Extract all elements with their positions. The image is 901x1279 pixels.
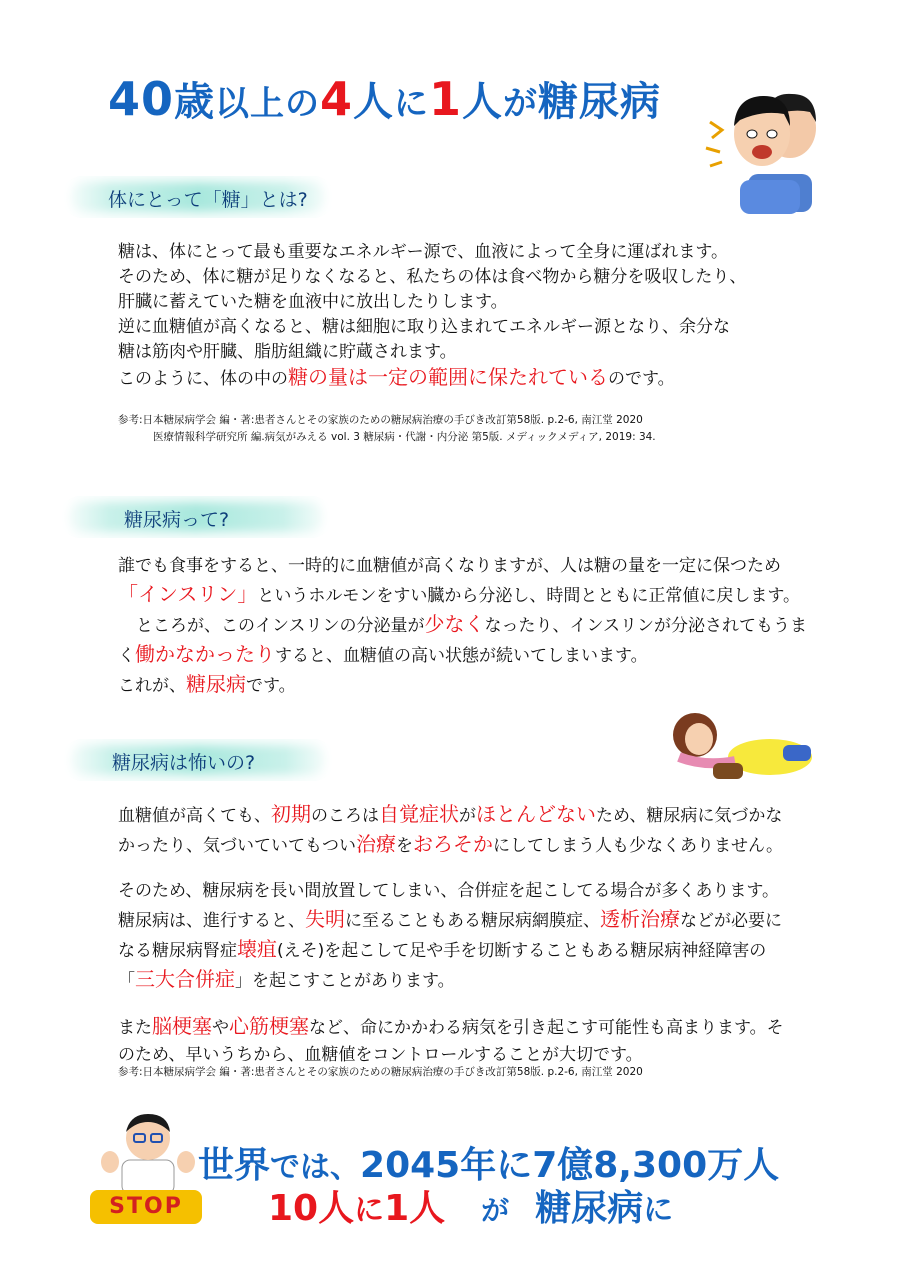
shock-lines-icon — [706, 122, 722, 166]
text-line: かったり、気づいていてもつい治療をおろそかにしてしまう人も少なくありません。 — [118, 832, 784, 856]
section-heading-pill — [62, 739, 334, 781]
section-heading-diabetes: 糖尿病って? — [124, 509, 230, 531]
section-heading-pill — [62, 176, 334, 218]
reference-note: 参考:日本糖尿病学会 編・著:患者さんとその家族のための糖尿病治療の手びき改訂第58版. p.2-6, 南江堂 2020 — [118, 414, 643, 426]
text-line: 逆に血糖値が高くなると、糖は細胞に取り込まれてエネルギー源となり、余分な — [118, 317, 730, 337]
collapsed-woman-illustration — [665, 705, 815, 787]
section1-body — [118, 240, 746, 392]
reference-note: 医療情報科学研究所 編.病気がみえる vol. 3 糖尿病・代謝・内分泌 第5版. メディックメディア, 2019: 34. — [153, 431, 656, 443]
stop-sign: STOP — [90, 1190, 202, 1224]
reference-note: 参考:日本糖尿病学会 編・著:患者さんとその家族のための糖尿病治療の手びき改訂第58版. p.2-6, 南江堂 2020 — [118, 1066, 643, 1078]
section-heading-scary: 糖尿病は怖いの? — [112, 752, 256, 774]
text-line: 肝臓に蓄えていた糖を血液中に放出したりします。 — [118, 292, 508, 312]
text-line: また脳梗塞や心筋梗塞など、命にかかわる病気を引き起こす可能性も高まります。そ — [118, 1014, 784, 1038]
text-line: これが、糖尿病です。 — [118, 672, 296, 696]
ratio-line: 10人に1人 が 糖尿病に — [268, 1188, 674, 1229]
world-projection-line: 世界では、2045年に7億8,300万人 — [198, 1145, 780, 1186]
text-line: 「インスリン」というホルモンをすい臓から分泌し、時間とともに正常値に戻します。 — [118, 582, 801, 606]
section3-para2 — [118, 877, 782, 995]
text-line: 血糖値が高くても、初期のころは自覚症状がほとんどないため、糖尿病に気づかな — [118, 802, 783, 826]
text-line: く働かなかったりすると、血糖値の高い状態が続いてしまいます。 — [118, 642, 648, 666]
text-line: 糖は、体にとって最も重要なエネルギー源で、血液によって全身に運ばれます。 — [118, 242, 728, 262]
text-line: そのため、体に糖が足りなくなると、私たちの体は食べ物から糖分を吸収したり、 — [118, 267, 747, 287]
text-line: 誰でも食事をすると、一時的に血糖値が高くなりますが、人は糖の量を一定に保つため — [118, 556, 781, 576]
text-line: ところが、このインスリンの分泌量が少なくなったり、インスリンが分泌されてもうま — [136, 612, 807, 636]
worried-men-illustration — [700, 82, 825, 214]
section-heading-pill — [60, 496, 332, 538]
section-heading-sugar: 体にとって「糖」とは? — [108, 189, 308, 211]
text-line: なる糖尿病腎症壊疽(えそ)を起こして足や手を切断することもある糖尿病神経障害の — [118, 937, 767, 961]
text-line: このように、体の中の糖の量は一定の範囲に保たれているのです。 — [118, 365, 675, 389]
text-line: 糖は筋肉や肝臓、脂肪組織に貯蔵されます。 — [118, 342, 457, 362]
text-line: のため、早いうちから、血糖値をコントロールすることが大切です。 — [118, 1045, 643, 1065]
page-title: 40歳以上の4人に1人が糖尿病 — [108, 72, 662, 126]
section2-body — [118, 552, 807, 700]
text-line: 「三大合併症」を起こすことがあります。 — [118, 967, 455, 991]
text-line: そのため、糖尿病を長い間放置してしまい、合併症を起こしてる場合が多くあります。 — [118, 881, 779, 901]
doctor-illustration — [100, 1108, 196, 1194]
text-line: 糖尿病は、進行すると、失明に至ることもある糖尿病網膜症、透析治療などが必要に — [118, 907, 782, 931]
section3-para1 — [118, 800, 783, 860]
section3-para3 — [118, 1013, 784, 1069]
